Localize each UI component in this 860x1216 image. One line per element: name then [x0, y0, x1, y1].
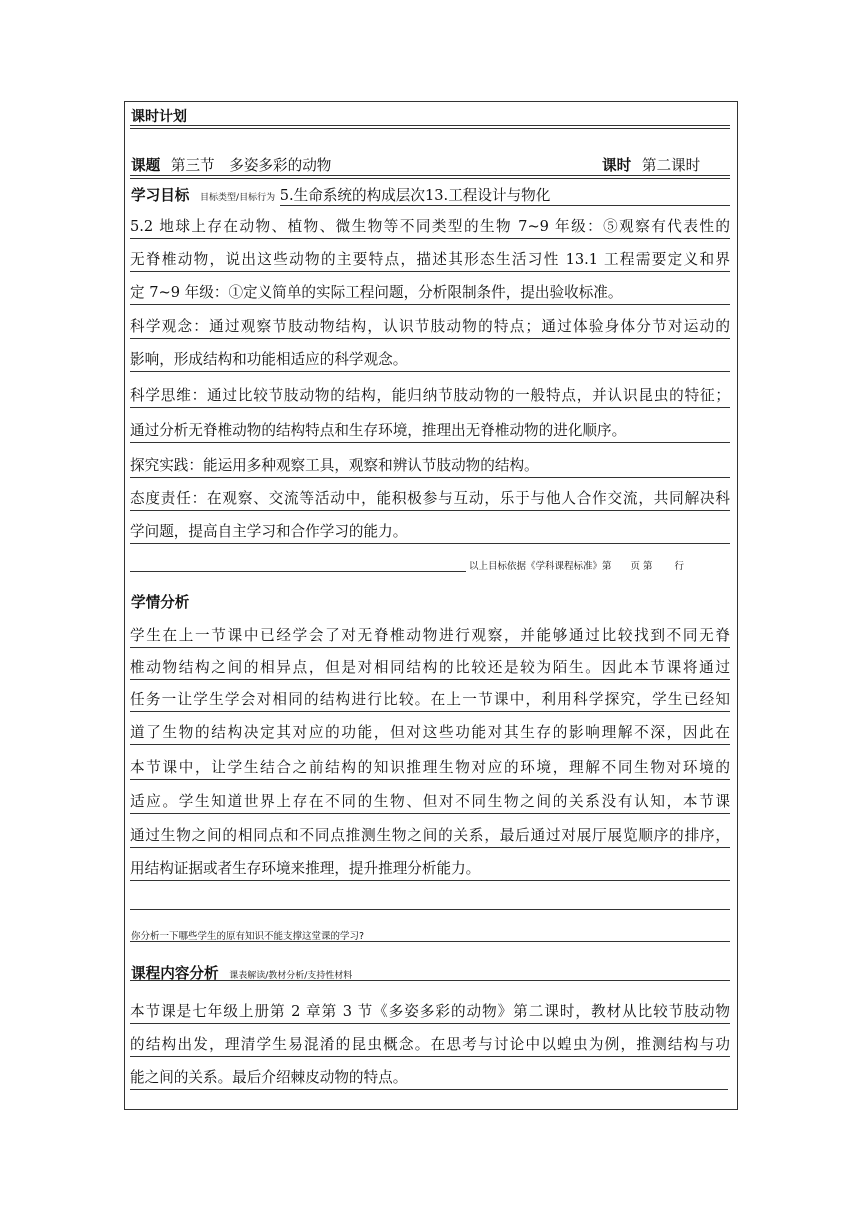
goals-hint: 目标类型/目标行为	[200, 193, 276, 203]
underline	[130, 304, 730, 305]
analysis-line: 椎动物结构之间的相异点，但是对相同结构的比较还是较为陌生。因此本节课将通过	[130, 659, 730, 676]
period-value: 第二课时	[641, 157, 701, 174]
goal-line: 学问题，提高自主学习和合作学习的能力。	[130, 523, 408, 540]
underline	[130, 510, 730, 511]
content-hint: 课表解读/教材分析/支持性材料	[229, 971, 353, 981]
goals-row	[131, 184, 550, 205]
analysis-question: 你分析一下哪些学生的原有知识不能支撑这堂课的学习?	[131, 931, 365, 942]
underline	[130, 1023, 730, 1024]
underline	[130, 813, 730, 814]
content-line: 能之间的关系。最后介绍棘皮动物的特点。	[130, 1069, 408, 1086]
underline	[130, 238, 730, 239]
goal-line: 探究实践：能运用多种观察工具，观察和辨认节肢动物的结构。	[130, 457, 539, 474]
goal-line: 通过分析无脊椎动物的结构特点和生存环境，推理出无脊椎动物的进化顺序。	[130, 422, 627, 439]
plan-title: 课时计划	[131, 109, 187, 125]
source-blank-line	[130, 571, 466, 572]
goal-line: 科学思维：通过比较节肢动物的结构，能归纳节肢动物的一般特点，并认识昆虫的特征；	[130, 387, 730, 404]
analysis-line: 任务一让学生学会对相同的结构进行比较。在上一节课中，利用科学探究，学生已经知	[130, 691, 730, 708]
underline	[130, 1056, 730, 1057]
period-row	[602, 154, 700, 175]
goal-line: 定 7~9 年级：①定义简单的实际工程问题，分析限制条件，提出验收标准。	[130, 284, 623, 301]
topic-label: 课题	[131, 157, 161, 174]
analysis-line: 适应。学生知道世界上存在不同的生物、但对不同生物之间的关系没有认知，本节课	[130, 793, 730, 810]
content-line: 本节课是七年级上册第 2 章第 3 节《多姿多彩的动物》第二课时，教材从比较节肢动物	[130, 1003, 730, 1020]
underline	[130, 1089, 728, 1090]
underline	[130, 647, 730, 648]
topic-rule	[130, 175, 730, 179]
underline	[130, 407, 730, 408]
analysis-line: 学生在上一节课中已经学会了对无脊椎动物进行观察，并能够通过比较找到不同无脊	[130, 627, 730, 644]
underline	[130, 338, 730, 339]
underline	[130, 271, 730, 272]
goal-line: 科学观念：通过观察节肢动物结构，认识节肢动物的特点；通过体验身体分节对运动的	[130, 318, 730, 335]
analysis-line: 用结构证据或者生存环境来推理，提升推理分析能力。	[130, 860, 481, 877]
content-label: 课程内容分析	[131, 965, 219, 982]
goals-label: 学习目标	[131, 187, 190, 204]
underline	[130, 744, 730, 745]
underline	[130, 442, 730, 443]
underline	[130, 941, 730, 942]
analysis-line: 本节课中，让学生结合之前结构的知识推理生物对应的环境，理解不同生物对环境的	[130, 759, 730, 776]
underline	[130, 543, 730, 544]
goal-line: 无脊椎动物，说出这些动物的主要特点，描述其形态生活习性 13.1 工程需要定义和界	[130, 251, 730, 268]
underline	[130, 779, 730, 780]
goal-line: 影响，形成结构和功能相适应的科学观念。	[130, 351, 408, 368]
analysis-line: 通过生物之间的相同点和不同点推测生物之间的关系，最后通过对展厅展览顺序的排序，	[130, 827, 730, 844]
content-line: 的结构出发，理清学生易混淆的昆虫概念。在思考与讨论中以蝗虫为例，推测结构与功	[130, 1036, 730, 1053]
goal-line: 态度责任：在观察、交流等活动中，能积极参与互动，乐于与他人合作交流，共同解决科	[130, 490, 730, 507]
goals-first-underline	[280, 205, 730, 206]
underline	[130, 371, 730, 372]
goals-first-line: 5.生命系统的构成层次13.工程设计与物化	[279, 187, 551, 204]
underline	[130, 679, 730, 680]
topic-row	[131, 154, 331, 175]
underline	[130, 980, 730, 981]
analysis-label: 学情分析	[131, 594, 190, 611]
topic-value: 第三节 多姿多彩的动物	[170, 157, 332, 174]
period-label: 课时	[602, 157, 632, 174]
underline	[130, 477, 730, 478]
underline	[130, 711, 730, 712]
underline	[130, 880, 730, 881]
goals-source-note: 以上目标依据《学科课程标准》第 页 第 行	[469, 561, 685, 572]
analysis-line: 道了生物的结构决定其对应的功能，但对这些功能对其生存的影响理解不深，因此在	[130, 724, 730, 741]
title-rule	[130, 125, 730, 129]
blank-line	[130, 909, 730, 910]
underline	[130, 847, 730, 848]
goal-line: 5.2 地球上存在动物、植物、微生物等不同类型的生物 7~9 年级：⑤观察有代表性的	[130, 218, 730, 235]
